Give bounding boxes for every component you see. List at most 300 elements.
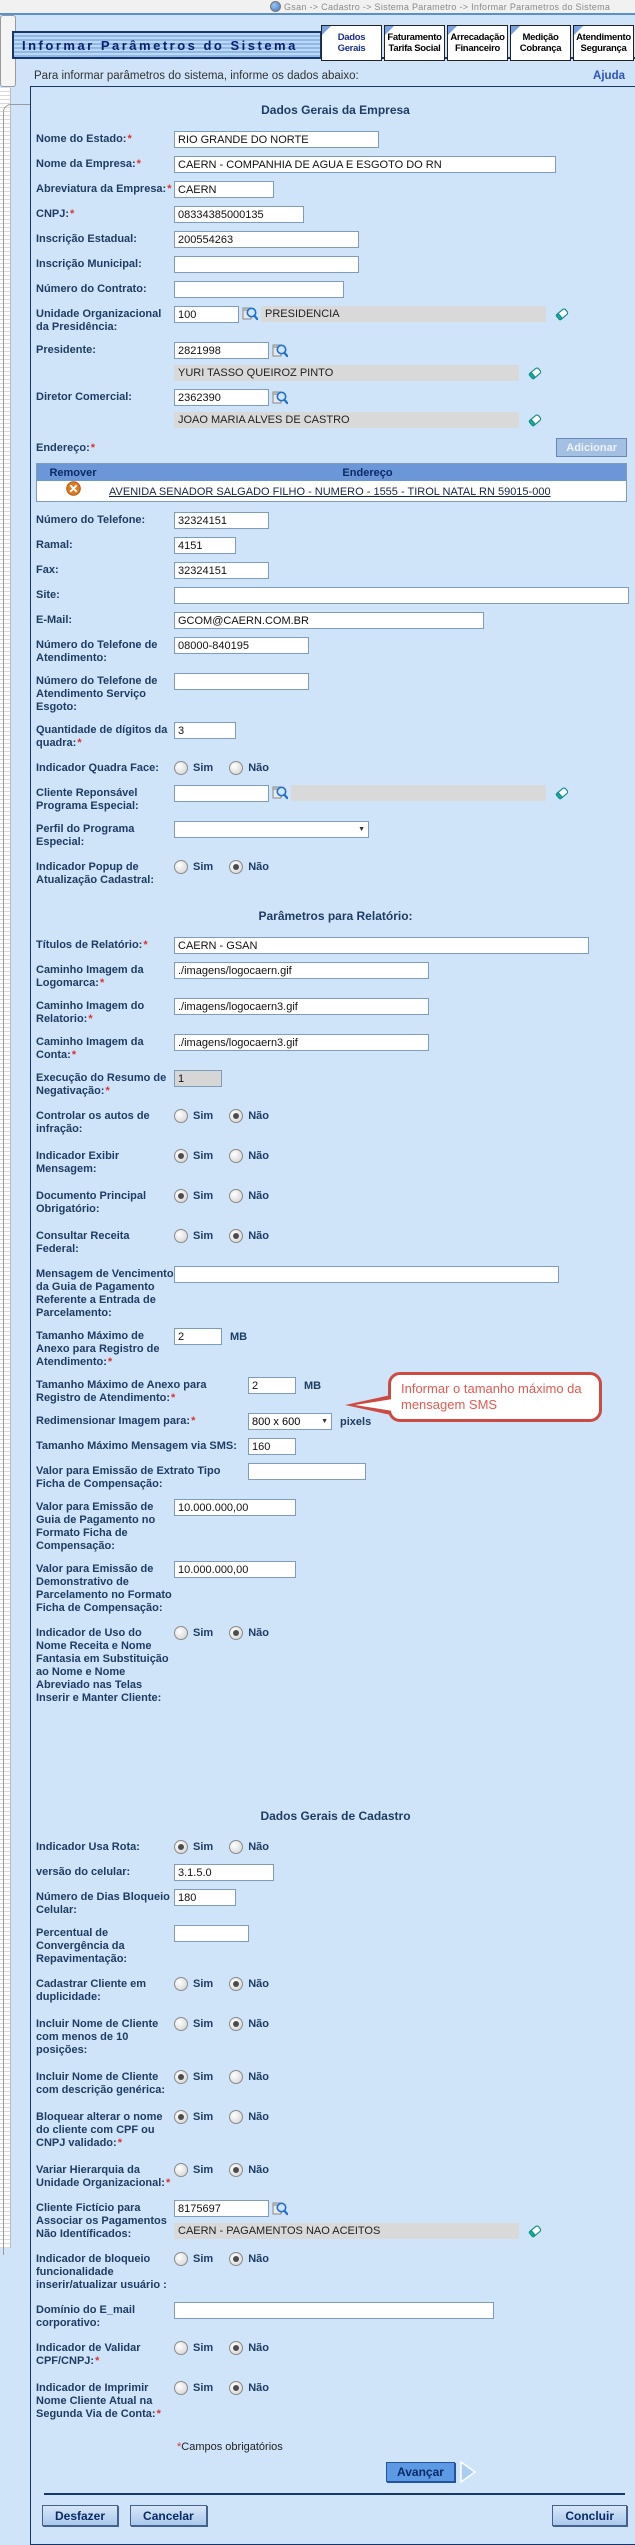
- cliente-ficticio-para-associar-os-pagamentos-nao-input[interactable]: [174, 2200, 269, 2217]
- field-control: [174, 2069, 635, 2084]
- diretor-comercial-input[interactable]: [174, 389, 269, 406]
- radio-label: Não: [248, 2111, 269, 2123]
- row-indicador-exibir-mensagem: [36, 1142, 635, 1182]
- field-control: [174, 537, 635, 554]
- radio-label: Não: [248, 2342, 269, 2354]
- field-label: Número do Telefone de Atendimento:: [36, 639, 158, 664]
- search-icon[interactable]: [272, 785, 288, 801]
- field-control: [174, 962, 635, 979]
- field-label: Tamanho Máximo Mensagem via SMS:: [36, 1440, 237, 1452]
- field-label: Incluir Nome de Cliente com descrição genérica:: [36, 2071, 166, 2096]
- address-cell: [109, 482, 626, 500]
- field-label: Documento Principal Obrigatório:: [36, 1190, 147, 1215]
- field-control: [174, 306, 635, 323]
- divider: [44, 2493, 625, 2495]
- inscricao-estadual-input[interactable]: [174, 231, 359, 248]
- radio-label: Sim: [193, 2164, 214, 2176]
- radio-label: Sim: [193, 861, 214, 873]
- radio-sim-bloquear-alterar-o-nome-do-cliente-com-cpf-ou-cn[interactable]: [174, 2110, 188, 2124]
- lookup-code-line: [174, 342, 546, 359]
- tab-faturamento[interactable]: [384, 25, 445, 61]
- radio-option: [229, 761, 269, 775]
- radio-group: [174, 1108, 285, 1123]
- search-icon[interactable]: [272, 343, 288, 359]
- row-valor-para-emissao-de-extrato-tipo-ficha-de-comp: [36, 1459, 635, 1495]
- tab-medicao[interactable]: [510, 25, 571, 61]
- row-numero-do-telefone: [36, 508, 635, 533]
- radio-label: Sim: [193, 1230, 214, 1242]
- radio-nao-consultar-receita-federal[interactable]: [229, 1229, 243, 1243]
- field-control: [174, 1976, 635, 1991]
- field-label: Abreviatura da Empresa:*: [36, 183, 172, 195]
- field-control: [174, 1108, 635, 1123]
- tamanho-maximo-mensagem-via-sms-input[interactable]: [248, 1438, 296, 1455]
- radio-group: [174, 1625, 285, 1640]
- caminho-imagem-da-conta-input[interactable]: [174, 1034, 429, 1051]
- radio-option: [174, 1626, 213, 1640]
- tab-label-line2: Financeiro: [454, 43, 501, 54]
- field-control: [174, 1839, 635, 1854]
- field-label: Caminho Imagem da Logomarca:*: [36, 964, 144, 989]
- radio-sim-indicador-exibir-mensagem[interactable]: [174, 1149, 188, 1163]
- tab-dados[interactable]: [321, 25, 382, 61]
- tab-label-line2: Cobrança: [519, 43, 562, 54]
- radio-nao-indicador-popup-de-atualizacao-cadastral[interactable]: [229, 860, 243, 874]
- address-table: [36, 463, 627, 502]
- lookup-name-line: [174, 365, 546, 381]
- row-e-mail: [36, 608, 635, 633]
- field-control: [174, 1561, 635, 1578]
- field-label: Inscrição Municipal:: [36, 258, 142, 270]
- radio-group: [174, 2162, 285, 2177]
- required-star: *: [71, 1049, 77, 1061]
- radio-label: Não: [248, 2253, 269, 2265]
- radio-nao-indicador-de-bloqueio-funcionalidade-inserir-atu[interactable]: [229, 2252, 243, 2266]
- valor-para-emissao-de-guia-de-pagamento-no-forma-input[interactable]: [174, 1499, 296, 1516]
- field-label: Domínio do E_mail corporativo:: [36, 2304, 136, 2329]
- radio-label: Sim: [193, 1190, 214, 1202]
- valor-para-emissao-de-extrato-tipo-ficha-de-comp-input[interactable]: [248, 1463, 366, 1480]
- field-control: [174, 937, 635, 954]
- radio-nao-cadastrar-cliente-em-duplicidade[interactable]: [229, 1977, 243, 1991]
- search-icon[interactable]: [242, 306, 258, 322]
- tab-fold-decoration: [322, 26, 331, 35]
- e-mail-input[interactable]: [174, 612, 484, 629]
- row-tamanho-maximo-de-anexo-para-registro-de-atendim: [36, 1324, 635, 1373]
- field-control: [174, 760, 635, 775]
- diretor-comercial-display: JOAO MARIA ALVES DE CASTRO: [174, 412, 519, 428]
- radio-option: [174, 1840, 213, 1854]
- header: [0, 15, 635, 65]
- row-controlar-os-autos-de-infracao: [36, 1102, 635, 1142]
- sections-container: [36, 87, 635, 2427]
- radio-nao-variar-hierarquia-da-unidade-organizacional[interactable]: [229, 2163, 243, 2177]
- section-title: Parâmetros para Relatório:: [258, 909, 413, 923]
- radio-group: [174, 1148, 285, 1163]
- radio-option: [229, 1626, 269, 1640]
- field-label: Número do Telefone de Atendimento Serviço Esgoto:: [36, 675, 158, 713]
- advance-row: [386, 2461, 635, 2483]
- tab-fold-decoration: [385, 26, 394, 35]
- numero-do-telefone-de-atendimento-servico-esgoto-input[interactable]: [174, 673, 309, 690]
- row-unidade-organizacional-da-presidencia: [36, 302, 635, 338]
- row-documento-principal-obrigatorio: [36, 1182, 635, 1222]
- field-control: [174, 1034, 635, 1051]
- address-table-header: [37, 464, 626, 481]
- field-label: Valor para Emissão de Guia de Pagamento no Formato Ficha de Compensação:: [36, 1501, 156, 1552]
- tab-label-line1: Medição: [522, 32, 559, 43]
- tab-arrecadacao[interactable]: [447, 25, 508, 61]
- radio-sim-cadastrar-cliente-em-duplicidade[interactable]: [174, 1977, 188, 1991]
- breadcrumb: Gsan -> Cadastro -> Sistema Parametro -> Informar Parametros do Sistema: [284, 1, 611, 12]
- radio-sim-documento-principal-obrigatorio[interactable]: [174, 1189, 188, 1203]
- radio-group: [174, 1188, 285, 1203]
- radio-option: [229, 1149, 269, 1163]
- add-address-button[interactable]: Adicionar: [556, 438, 627, 457]
- row-caminho-imagem-da-logomarca: [36, 958, 635, 994]
- field-label: Número de Dias Bloqueio Celular:: [36, 1891, 170, 1916]
- cliente-ficticio-para-associar-os-pagamentos-nao-display: CAERN - PAGAMENTOS NAO ACEITOS: [174, 2223, 519, 2239]
- field-label: Controlar os autos de infração:: [36, 1110, 150, 1135]
- field-control: [174, 1070, 635, 1087]
- radio-option: [174, 2070, 213, 2084]
- mensagem-de-vencimento-da-guia-de-pagamento-refe-input[interactable]: [174, 1266, 559, 1283]
- radio-option: [174, 2110, 213, 2124]
- field-control: [174, 612, 635, 629]
- nome-do-estado-input[interactable]: [174, 131, 379, 148]
- numero-do-telefone-de-atendimento-input[interactable]: [174, 637, 309, 654]
- required-star: *: [177, 2441, 182, 2453]
- field-label: Ramal:: [36, 539, 73, 551]
- finish-button[interactable]: Concluir: [552, 2505, 627, 2526]
- tab-fold-decoration: [511, 26, 520, 35]
- caminho-imagem-da-logomarca-input[interactable]: [174, 962, 429, 979]
- ramal-input[interactable]: [174, 537, 236, 554]
- radio-label: Não: [248, 1150, 269, 1162]
- row-caminho-imagem-da-conta: [36, 1030, 635, 1066]
- radio-label: Não: [248, 2382, 269, 2394]
- radio-nao-indicador-de-imprimir-nome-cliente-atual-na-segu[interactable]: [229, 2381, 243, 2395]
- field-label: Indicador Exibir Mensagem:: [36, 1150, 120, 1175]
- tab-fold-decoration: [448, 26, 457, 35]
- required-star: *: [167, 183, 172, 195]
- radio-sim-indicador-de-imprimir-nome-cliente-atual-na-segu[interactable]: [174, 2381, 188, 2395]
- field-control: [174, 1228, 635, 1243]
- row-numero-do-telefone-de-atendimento-servico-esgoto: [36, 669, 635, 718]
- field-label: Indicador de bloqueio funcionalidade inserir/atualizar usuário :: [36, 2253, 167, 2291]
- radio-sim-incluir-nome-de-cliente-com-menos-de-10-posicoes[interactable]: [174, 2017, 188, 2031]
- intro-text: Para informar parâmetros do sistema, informe os dados abaixo:: [34, 70, 359, 82]
- field-label: Caminho Imagem do Relatorio:*: [36, 1000, 145, 1025]
- radio-nao-indicador-de-uso-do-nome-receita-e-nome-fantasia[interactable]: [229, 1626, 243, 1640]
- radio-label: Sim: [193, 2018, 214, 2030]
- field-control: [174, 512, 635, 529]
- radio-nao-indicador-exibir-mensagem[interactable]: [229, 1149, 243, 1163]
- field-control: [174, 1328, 635, 1345]
- field-label: Valor para Emissão de Extrato Tipo Ficha de Compensação:: [36, 1465, 221, 1490]
- undo-button[interactable]: Desfazer: [42, 2505, 118, 2526]
- sms-callout: Informar o tamanho máximo da mensagem SMS: [388, 1372, 602, 1422]
- abreviatura-da-empresa-input[interactable]: [174, 181, 274, 198]
- required-star: *: [107, 1356, 113, 1368]
- field-control: [174, 281, 635, 298]
- field-control: [174, 231, 635, 248]
- radio-option: [229, 2252, 269, 2266]
- radio-option: [174, 2381, 213, 2395]
- site-input[interactable]: [174, 587, 629, 604]
- required-star: *: [171, 1392, 176, 1404]
- lookup-name-line: [174, 412, 546, 428]
- row-indicador-de-bloqueio-funcionalidade-inserir-atu: [36, 2245, 635, 2298]
- tamanho-maximo-de-anexo-para-registro-de-atendim-input[interactable]: [174, 1328, 222, 1345]
- radio-label: Não: [248, 1978, 269, 1990]
- radio-sim-controlar-os-autos-de-infracao[interactable]: [174, 1109, 188, 1123]
- eraser-icon[interactable]: [527, 412, 543, 428]
- eraser-icon[interactable]: [527, 365, 543, 381]
- radio-nao-incluir-nome-de-cliente-com-menos-de-10-posicoes[interactable]: [229, 2017, 243, 2031]
- radio-option: [229, 2110, 269, 2124]
- radio-group: [174, 2016, 285, 2031]
- field-label: Valor para Emissão de Demonstrativo de Parcelamento no Formato Ficha de Compensação:: [36, 1563, 172, 1614]
- lookup-name-line: [174, 2223, 546, 2239]
- fax-input[interactable]: [174, 562, 269, 579]
- radio-option: [174, 1109, 213, 1123]
- radio-option: [174, 2341, 213, 2355]
- eraser-icon[interactable]: [554, 785, 570, 801]
- required-note-text: Campos obrigatórios: [181, 2441, 283, 2453]
- address-link[interactable]: AVENIDA SENADOR SALGADO FILHO - NUMERO - 1555 - TIROL NATAL RN 59015-000: [109, 486, 551, 498]
- field-label: Perfil do Programa Especial:: [36, 823, 135, 848]
- radio-label: Sim: [193, 1150, 214, 1162]
- radio-option: [229, 860, 269, 874]
- field-control: [174, 587, 635, 604]
- section-title: Dados Gerais da Empresa: [261, 103, 410, 117]
- radio-option: [174, 2252, 213, 2266]
- radio-sim-incluir-nome-de-cliente-com-descricao-generica[interactable]: [174, 2070, 188, 2084]
- field-control: [174, 2251, 635, 2266]
- radio-option: [229, 1977, 269, 1991]
- field-control: [174, 2380, 635, 2395]
- radio-sim-variar-hierarquia-da-unidade-organizacional[interactable]: [174, 2163, 188, 2177]
- field-control: [174, 1889, 635, 1906]
- required-star: *: [77, 737, 82, 749]
- radio-option: [229, 2017, 269, 2031]
- numero-do-contrato-input[interactable]: [174, 281, 344, 298]
- radio-nao-documento-principal-obrigatorio[interactable]: [229, 1189, 243, 1203]
- row-cliente-ficticio-para-associar-os-pagamentos-nao: [36, 2196, 635, 2245]
- field-label: Indicador Popup de Atualização Cadastral:: [36, 861, 154, 886]
- radio-option: [174, 1977, 213, 1991]
- radio-label: Não: [248, 2164, 269, 2176]
- tamanho-maximo-de-anexo-para-registro-de-atendim-input[interactable]: [248, 1377, 296, 1394]
- radio-sim-indicador-de-validar-cpf-cnpj[interactable]: [174, 2341, 188, 2355]
- titulos-de-relatorio-input[interactable]: [174, 937, 589, 954]
- field-control: [174, 389, 635, 428]
- field-control: [174, 2016, 635, 2031]
- row-mensagem-de-vencimento-da-guia-de-pagamento-refe: [36, 1262, 635, 1324]
- advance-button[interactable]: Avançar: [386, 2462, 455, 2482]
- address-block: [36, 432, 635, 502]
- forward-arrow-icon: [459, 2461, 477, 2483]
- radio-sim-indicador-popup-de-atualizacao-cadastral[interactable]: [174, 860, 188, 874]
- radio-nao-bloquear-alterar-o-nome-do-cliente-com-cpf-ou-cn[interactable]: [229, 2110, 243, 2124]
- search-icon[interactable]: [272, 2201, 288, 2217]
- radio-option: [174, 1229, 213, 1243]
- radio-nao-controlar-os-autos-de-infracao[interactable]: [229, 1109, 243, 1123]
- radio-label: Não: [248, 1841, 269, 1853]
- row-bloquear-alterar-o-nome-do-cliente-com-cpf-ou-cn: [36, 2103, 635, 2156]
- field-label: Variar Hierarquia da Unidade Organizacional:*: [36, 2164, 171, 2189]
- row-abreviatura-da-empresa: [36, 177, 635, 202]
- eraser-icon[interactable]: [554, 306, 570, 322]
- form-box: [30, 86, 635, 2545]
- percentual-de-convergencia-da-repavimentacao-input[interactable]: [174, 1925, 249, 1942]
- row-execucao-do-resumo-de-negativacao: [36, 1066, 635, 1102]
- tab-atendimento[interactable]: [573, 25, 634, 61]
- radio-sim-indicador-de-uso-do-nome-receita-e-nome-fantasia[interactable]: [174, 1626, 188, 1640]
- field-label: Indicador de Uso do Nome Receita e Nome Fantasia em Substituição ao Nome e Nome Abreviado nas Telas Inserir e Manter Cliente:: [36, 1627, 169, 1704]
- radio-group: [174, 859, 285, 874]
- tab-label-line2: Tarifa Social: [388, 43, 441, 54]
- table-row: [37, 481, 626, 501]
- field-control: [174, 2162, 635, 2177]
- row-inscricao-municipal: [36, 252, 635, 277]
- redimensionar-imagem-para-select[interactable]: [248, 1413, 332, 1430]
- field-control: [174, 2302, 635, 2319]
- required-star: *: [99, 977, 105, 989]
- cancel-button[interactable]: Cancelar: [130, 2505, 207, 2526]
- row-indicador-de-validar-cpf-cnpj: [36, 2334, 635, 2374]
- required-star: *: [90, 442, 96, 454]
- field-control: [174, 1266, 635, 1283]
- quantidade-de-digitos-da-quadra-input[interactable]: [174, 722, 236, 739]
- row-cliente-reponsavel-programa-especial: [36, 781, 635, 817]
- radio-option: [174, 860, 213, 874]
- radio-option: [229, 2341, 269, 2355]
- row-inscricao-estadual: [36, 227, 635, 252]
- field-label: Endereço:*: [36, 442, 96, 454]
- cnpj-input[interactable]: [174, 206, 304, 223]
- row-cnpj: [36, 202, 635, 227]
- radio-sim-consultar-receita-federal[interactable]: [174, 1229, 188, 1243]
- dominio-do-e-mail-corporativo-input[interactable]: [174, 2302, 494, 2319]
- row-indicador-popup-de-atualizacao-cadastral: [36, 853, 635, 893]
- field-control: [174, 2340, 635, 2355]
- column-header-endereco: Endereço: [342, 466, 393, 479]
- radio-sim-indicador-quadra-face[interactable]: [174, 761, 188, 775]
- field-label: Indicador de Validar CPF/CNPJ:*: [36, 2342, 141, 2367]
- perfil-do-programa-especial-select[interactable]: [174, 821, 369, 838]
- radio-sim-indicador-usa-rota[interactable]: [174, 1840, 188, 1854]
- radio-sim-indicador-de-bloqueio-funcionalidade-inserir-atu[interactable]: [174, 2252, 188, 2266]
- row-presidente: [36, 338, 635, 385]
- row-percentual-de-convergencia-da-repavimentacao: [36, 1921, 635, 1970]
- cliente-reponsavel-programa-especial-input[interactable]: [174, 785, 269, 802]
- versao-do-celular-input[interactable]: [174, 1864, 274, 1881]
- nome-da-empresa-input[interactable]: [174, 156, 556, 173]
- presidente-input[interactable]: [174, 342, 269, 359]
- radio-label: Não: [248, 1190, 269, 1202]
- inscricao-municipal-input[interactable]: [174, 256, 359, 273]
- field-label: Consultar Receita Federal:: [36, 1230, 130, 1255]
- radio-group: [174, 760, 285, 775]
- radio-nao-indicador-de-validar-cpf-cnpj[interactable]: [229, 2341, 243, 2355]
- lookup-control: [174, 342, 546, 381]
- page-title-bar: [12, 31, 322, 59]
- radio-option: [229, 1229, 269, 1243]
- numero-do-telefone-input[interactable]: [174, 512, 269, 529]
- field-label: Número do Telefone:: [36, 514, 146, 526]
- field-label: Nome da Empresa:*: [36, 158, 141, 170]
- search-icon[interactable]: [272, 390, 288, 406]
- tabs: [321, 25, 634, 61]
- field-control: [174, 1625, 635, 1640]
- radio-nao-indicador-usa-rota[interactable]: [229, 1840, 243, 1854]
- radio-label: Não: [248, 2018, 269, 2030]
- field-label: Unidade Organizacional da Presidência:: [36, 308, 162, 333]
- row-fax: [36, 558, 635, 583]
- eraser-icon[interactable]: [527, 2223, 543, 2239]
- numero-de-dias-bloqueio-celular-input[interactable]: [174, 1889, 236, 1906]
- radio-group: [174, 2380, 285, 2395]
- unit-label: MB: [304, 1380, 322, 1392]
- field-label: versão do celular:: [36, 1866, 131, 1878]
- radio-option: [229, 1840, 269, 1854]
- row-numero-do-telefone-de-atendimento: [36, 633, 635, 669]
- row-indicador-usa-rota: [36, 1833, 635, 1860]
- row-quantidade-de-digitos-da-quadra: [36, 718, 635, 754]
- radio-group: [174, 1976, 285, 1991]
- radio-label: Sim: [193, 2382, 214, 2394]
- tab-label-line1: Faturamento: [387, 32, 442, 43]
- field-label: Execução do Resumo de Negativação:*: [36, 1072, 167, 1097]
- lookup-control: [174, 2200, 546, 2239]
- field-control: [174, 1499, 635, 1516]
- field-label: Indicador Quadra Face:: [36, 762, 159, 774]
- caminho-imagem-do-relatorio-input[interactable]: [174, 998, 429, 1015]
- help-link[interactable]: Ajuda: [593, 70, 625, 82]
- row-indicador-de-uso-do-nome-receita-e-nome-fantasia: [36, 1619, 635, 1753]
- unidade-organizacional-da-presidencia-input[interactable]: [174, 306, 239, 323]
- field-control: [174, 722, 635, 739]
- row-caminho-imagem-do-relatorio: [36, 994, 635, 1030]
- page-title: Informar Parâmetros do Sistema: [22, 37, 298, 53]
- radio-group: [174, 2109, 285, 2124]
- field-control: [174, 181, 635, 198]
- unidade-organizacional-da-presidencia-display: PRESIDENCIA: [261, 306, 546, 322]
- field-control: [174, 156, 635, 173]
- select-value: [178, 824, 181, 836]
- row-versao-do-celular: [36, 1860, 635, 1885]
- field-control: [174, 637, 635, 654]
- required-star: *: [95, 2355, 100, 2367]
- field-label: Número do Contrato:: [36, 283, 147, 295]
- remove-icon[interactable]: [65, 481, 81, 497]
- valor-para-emissao-de-demonstrativo-de-parcelame-input[interactable]: [174, 1561, 296, 1578]
- field-label: Percentual de Convergência da Repavimentação:: [36, 1927, 128, 1965]
- radio-nao-indicador-quadra-face[interactable]: [229, 761, 243, 775]
- field-label: Indicador Usa Rota:: [36, 1841, 140, 1853]
- field-control: [248, 1438, 635, 1455]
- radio-nao-incluir-nome-de-cliente-com-descricao-generica[interactable]: [229, 2070, 243, 2084]
- required-note: [176, 2441, 635, 2453]
- field-label: E-Mail:: [36, 614, 73, 626]
- field-control: [174, 785, 635, 802]
- help-bullet-icon: [270, 1, 281, 12]
- execucao-do-resumo-de-negativacao-input[interactable]: [174, 1070, 222, 1087]
- unit-label: MB: [230, 1331, 248, 1343]
- required-star: *: [105, 1085, 110, 1097]
